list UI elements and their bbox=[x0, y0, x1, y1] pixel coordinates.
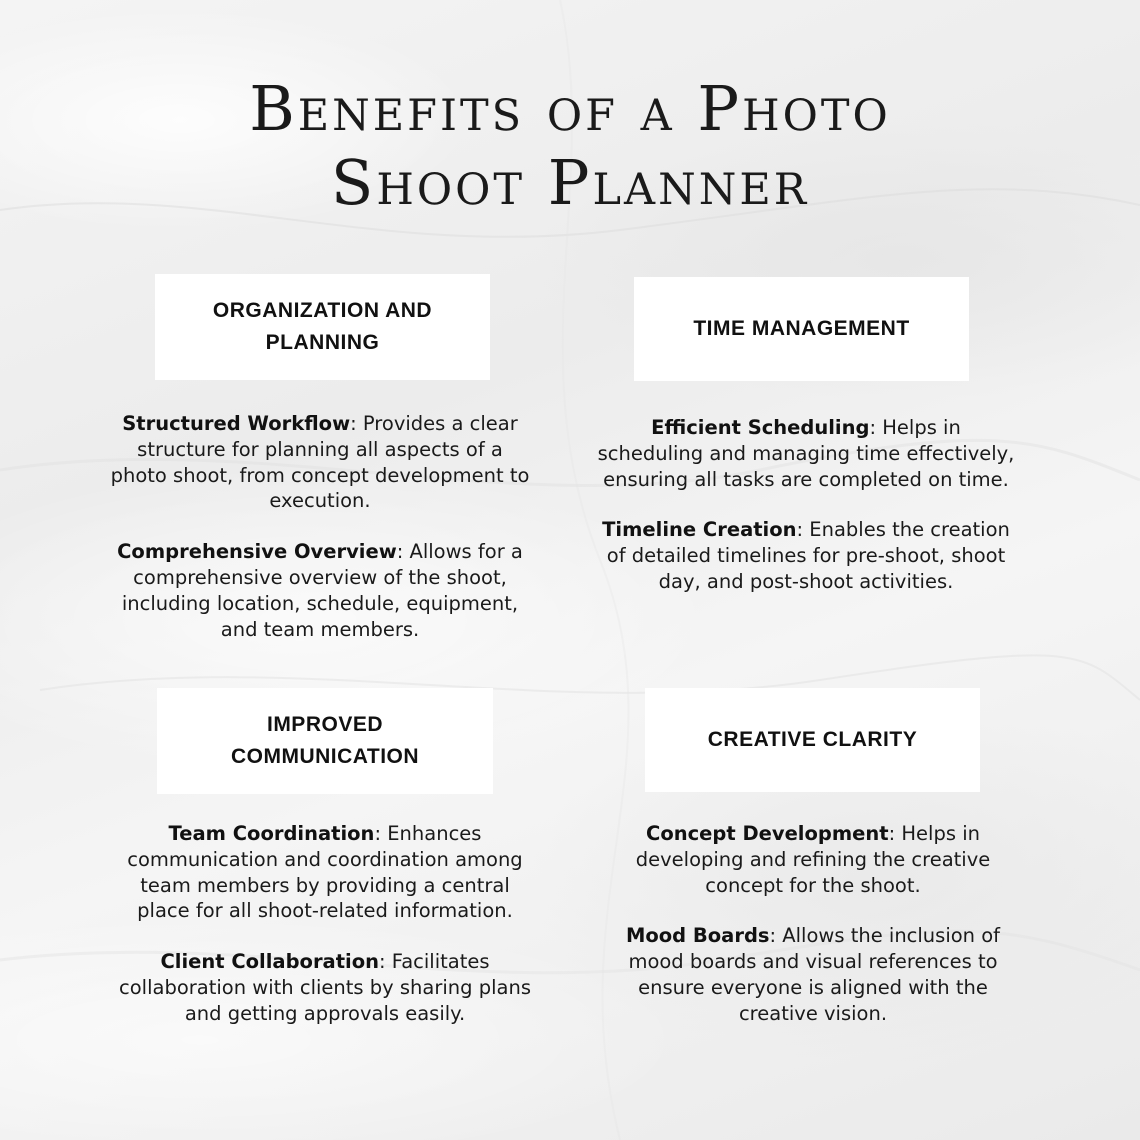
page-title bbox=[0, 72, 1140, 220]
communication-description bbox=[115, 821, 535, 1027]
creative-clarity-heading: CREATIVE CLARITY bbox=[707, 728, 918, 751]
title-line-1: Benefits of a Photo bbox=[249, 72, 891, 145]
title-line-2: Shoot Planner bbox=[330, 146, 810, 219]
creative-clarity-heading-box bbox=[645, 688, 980, 792]
item-text: : Allows for a comprehensive overview of the shoot, including location, schedule, equipment, and team members. bbox=[121, 540, 523, 641]
time-management-heading: TIME MANAGEMENT bbox=[693, 317, 910, 340]
comprehensive-overview-item bbox=[110, 539, 530, 642]
item-text: : Provides a clear structure for planning all aspects of a photo shoot, from concept development to execution. bbox=[110, 412, 530, 513]
item-term: Comprehensive Overview bbox=[117, 540, 397, 564]
item-text: : Enables the creation of detailed timelines for pre-shoot, shoot day, and post-shoot activities. bbox=[606, 518, 1010, 593]
team-coordination-item bbox=[115, 821, 535, 924]
efficient-scheduling-item bbox=[596, 415, 1016, 492]
item-term: Efficient Scheduling bbox=[651, 416, 870, 439]
item-text: : Helps in scheduling and managing time effectively, ensuring all tasks are completed on time. bbox=[597, 416, 1015, 491]
item-term: Concept Development bbox=[646, 822, 889, 845]
timeline-creation-item bbox=[596, 517, 1016, 594]
concept-development-item bbox=[603, 821, 1023, 898]
organization-heading: ORGANIZATION AND PLANNING bbox=[212, 299, 433, 354]
item-text: : Allows the inclusion of mood boards and visual references to ensure everyone is aligned with the creative vision. bbox=[628, 924, 1001, 1025]
client-collaboration-item bbox=[115, 949, 535, 1026]
time-management-description bbox=[596, 415, 1016, 595]
item-text: : Helps in developing and refining the creative concept for the shoot. bbox=[635, 822, 991, 897]
communication-heading-box bbox=[157, 688, 493, 794]
item-term: Timeline Creation bbox=[602, 518, 797, 542]
organization-heading-box bbox=[155, 274, 490, 380]
creative-clarity-description bbox=[603, 821, 1023, 1027]
item-term: Team Coordination bbox=[168, 822, 375, 845]
time-management-heading-box bbox=[634, 277, 969, 381]
item-text: : Enhances communication and coordination among team members by providing a central place for all shoot-related information. bbox=[127, 822, 523, 923]
item-term: Structured Workflow bbox=[122, 412, 351, 435]
item-term: Client Collaboration bbox=[160, 950, 379, 974]
structured-workflow-item bbox=[110, 411, 530, 514]
mood-boards-item bbox=[603, 923, 1023, 1026]
item-text: : Facilitates collaboration with clients by sharing plans and getting approvals easily. bbox=[119, 950, 531, 1025]
item-term: Mood Boards bbox=[625, 924, 770, 948]
organization-description bbox=[110, 411, 530, 642]
communication-heading: IMPROVED COMMUNICATION bbox=[230, 713, 420, 768]
